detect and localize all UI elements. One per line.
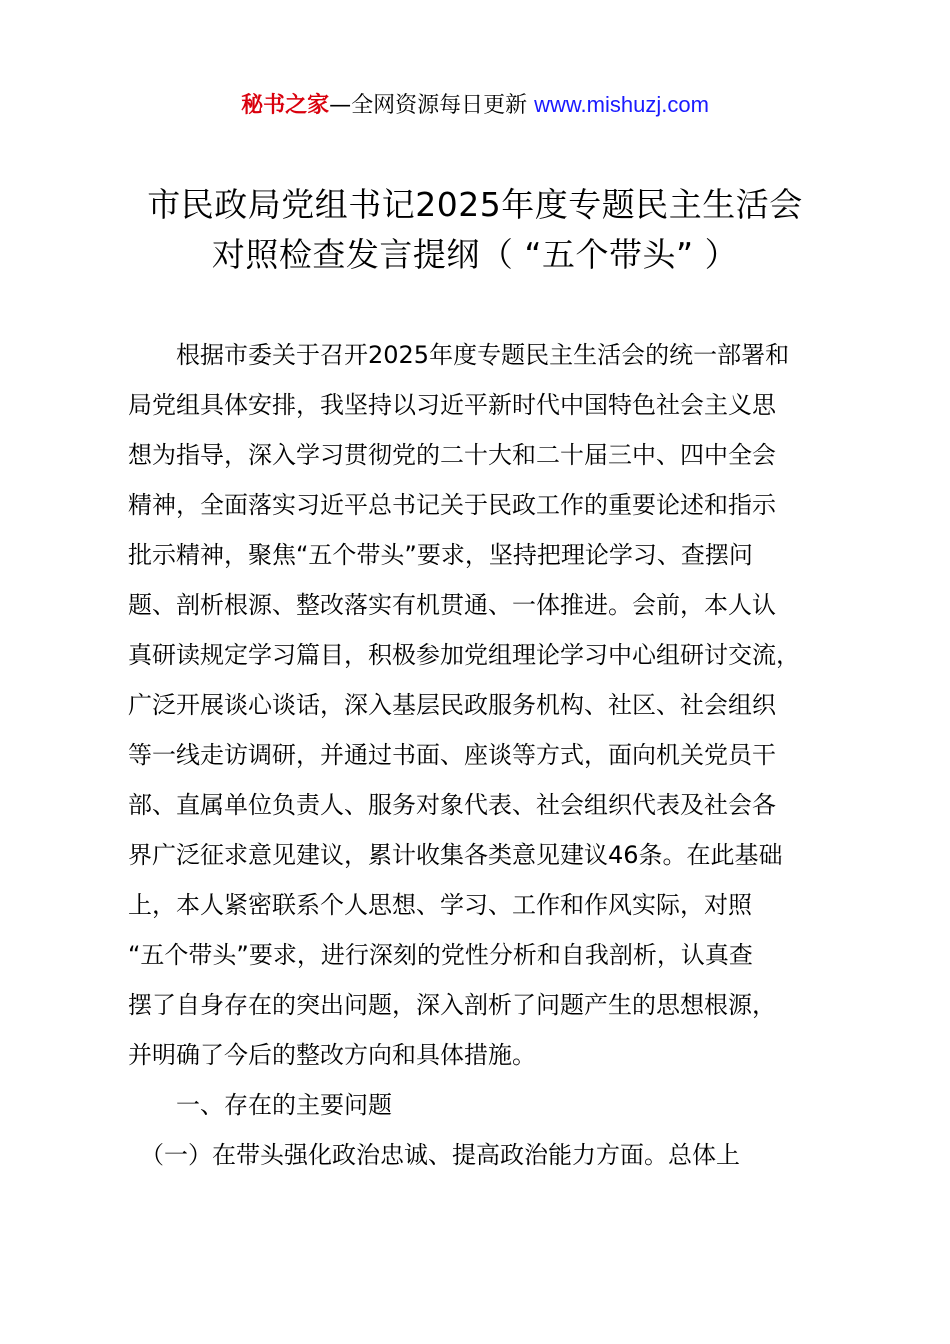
body-line: 界广泛征求意见建议，累计收集各类意见建议46条。在此基础 bbox=[128, 841, 783, 869]
section-heading: 一、存在的主要问题 bbox=[128, 1091, 392, 1119]
body-line: 广泛开展谈心谈话，深入基层民政服务机构、社区、社会组织 bbox=[128, 691, 776, 719]
site-header bbox=[0, 88, 950, 123]
body-line: 真研读规定学习篇目，积极参加党组理论学习中心组研讨交流， bbox=[128, 641, 800, 669]
body-line: 局党组具体安排，我坚持以习近平新时代中国特色社会主义思 bbox=[128, 391, 776, 419]
title-line-2: 对照检查发言提纲（ “五个带头” ） bbox=[211, 235, 739, 274]
document-title bbox=[0, 180, 950, 280]
subsection-heading: （一）在带头强化政治忠诚、提高政治能力方面。总体上 bbox=[128, 1141, 740, 1169]
body-line: 根据市委关于召开2025年度专题民主生活会的统一部署和 bbox=[128, 341, 790, 369]
body-line: 题、剖析根源、整改落实有机贯通、一体推进。会前，本人认 bbox=[128, 591, 776, 619]
body-line: 等一线走访调研，并通过书面、座谈等方式，面向机关党员干 bbox=[128, 741, 776, 769]
body-line: 并明确了今后的整改方向和具体措施。 bbox=[128, 1041, 536, 1069]
body-line: 精神，全面落实习近平总书记关于民政工作的重要论述和指示 bbox=[128, 491, 776, 519]
site-url-link[interactable]: www.mishuzj.com bbox=[534, 92, 709, 117]
title-line-1: 市民政局党组书记2025年度专题民主生活会 bbox=[147, 185, 803, 224]
site-tagline: —全网资源每日更新 bbox=[329, 93, 535, 118]
body-line: 想为指导，深入学习贯彻党的二十大和二十届三中、四中全会 bbox=[128, 441, 776, 469]
document-body bbox=[128, 330, 838, 1180]
body-line: “五个带头”要求，进行深刻的党性分析和自我剖析，认真查 bbox=[128, 941, 753, 969]
body-line: 上，本人紧密联系个人思想、学习、工作和作风实际，对照 bbox=[128, 891, 752, 919]
body-line: 摆了自身存在的突出问题，深入剖析了问题产生的思想根源， bbox=[128, 991, 776, 1019]
body-line: 批示精神，聚焦“五个带头”要求，坚持把理论学习、查摆问 bbox=[128, 541, 753, 569]
body-line: 部、直属单位负责人、服务对象代表、社会组织代表及社会各 bbox=[128, 791, 776, 819]
site-brand: 秘书之家 bbox=[241, 93, 330, 118]
